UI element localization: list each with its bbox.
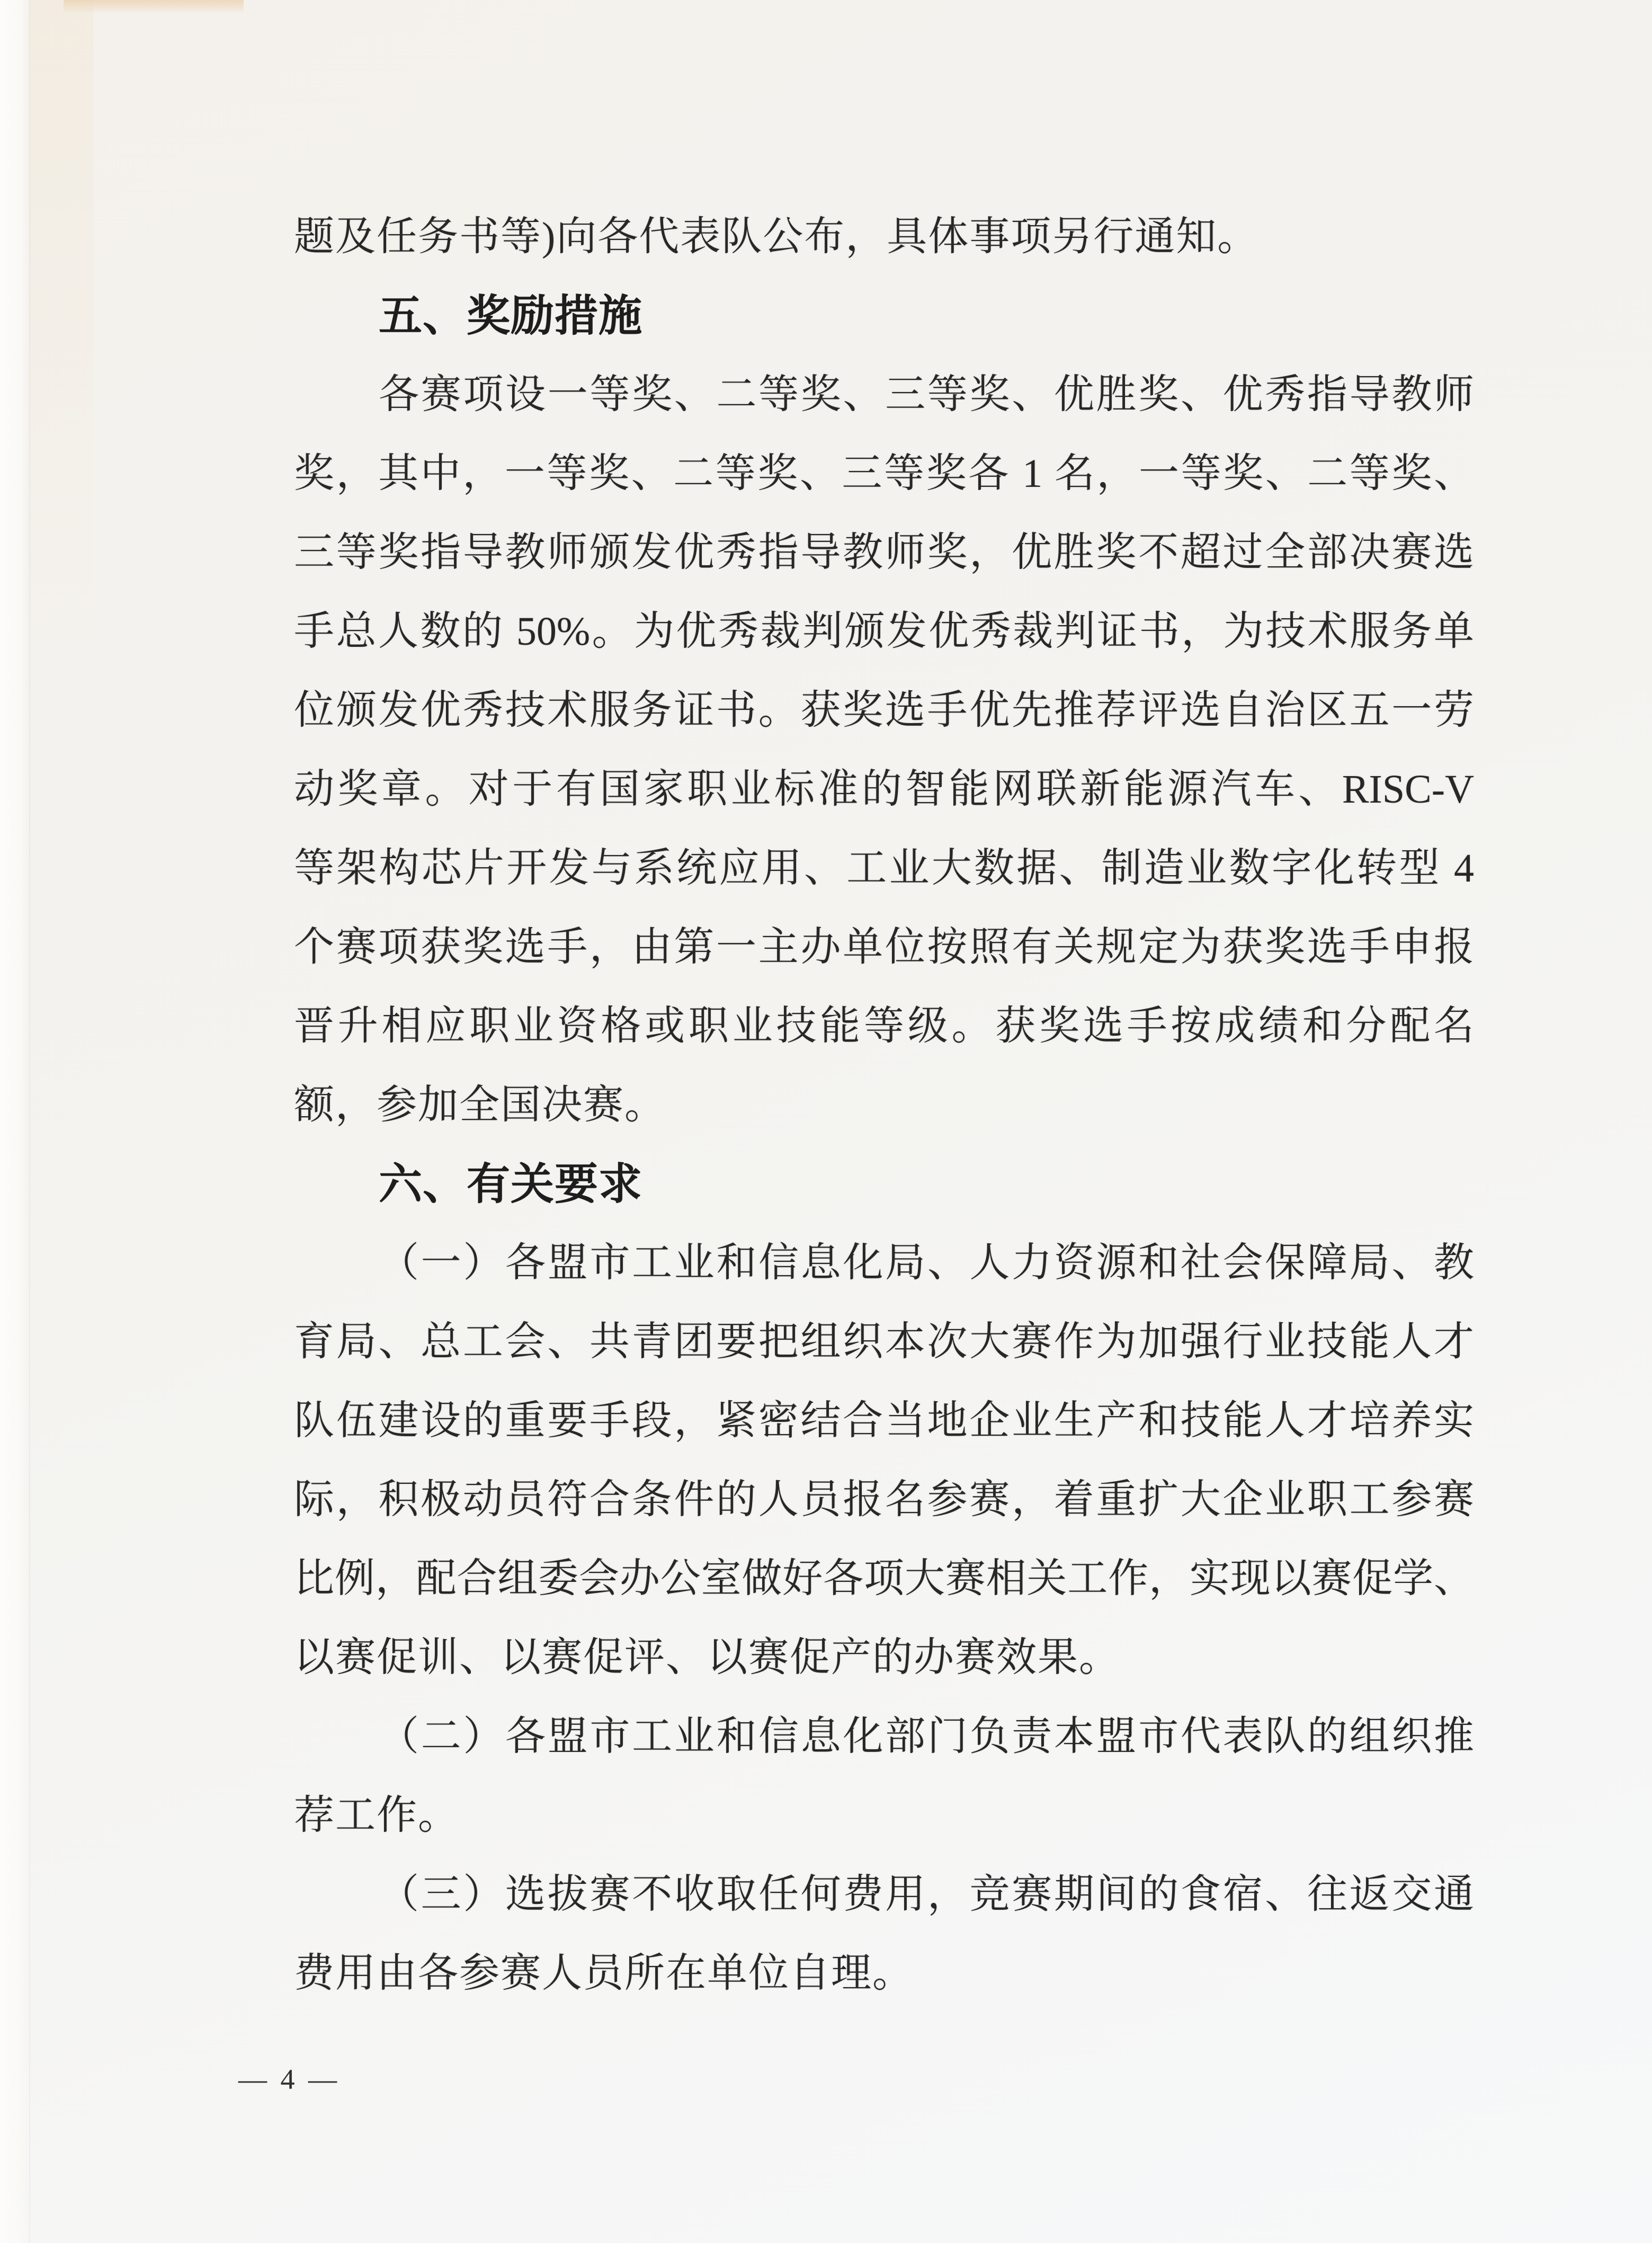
heading-requirements: 六、有关要求 xyxy=(379,1160,643,1208)
text-line: 三等奖指导教师颁发优秀指导教师奖，优胜奖不超过全部决赛选 xyxy=(294,530,1474,575)
scan-left-tint xyxy=(30,0,93,795)
text-line: 奖，其中，一等奖、二等奖、三等奖各 1 名，一等奖、二等奖、 xyxy=(294,451,1474,496)
text-line: 题及任务书等)向各代表队公布，具体事项另行通知。 xyxy=(294,215,1259,259)
text-line: 比例，配合组委会办公室做好各项大赛相关工作，实现以赛促学、 xyxy=(294,1556,1474,1601)
text-line: （二）各盟市工业和信息化部门负责本盟市代表队的组织推 xyxy=(379,1714,1474,1759)
text-line: （三）选拔赛不收取任何费用，竞赛期间的食宿、往返交通 xyxy=(379,1872,1474,1917)
text-line: 荐工作。 xyxy=(294,1793,459,1838)
text-line: 个赛项获奖选手，由第一主办单位按照有关规定为获奖选手申报 xyxy=(294,925,1474,969)
text-line: 以赛促训、以赛促评、以赛促产的办赛效果。 xyxy=(294,1635,1120,1680)
text-line: 队伍建设的重要手段，紧密结合当地企业生产和技能人才培养实 xyxy=(294,1399,1474,1443)
text-line: （一）各盟市工业和信息化局、人力资源和社会保障局、教 xyxy=(379,1241,1474,1285)
text-line: 等架构芯片开发与系统应用、工业大数据、制造业数字化转型 4 xyxy=(294,846,1474,891)
scan-left-edge xyxy=(0,0,29,2243)
document-body xyxy=(294,198,1474,2013)
page-number: — 4 — xyxy=(238,2063,340,2095)
text-line: 费用由各参赛人员所在单位自理。 xyxy=(294,1951,914,1996)
text-line: 际，积极动员符合条件的人员报名参赛，着重扩大企业职工参赛 xyxy=(294,1477,1474,1522)
text-line: 位颁发优秀技术服务证书。获奖选手优先推荐评选自治区五一劳 xyxy=(294,688,1474,733)
text-line: 各赛项设一等奖、二等奖、三等奖、优胜奖、优秀指导教师 xyxy=(379,372,1474,417)
text-line: 晋升相应职业资格或职业技能等级。获奖选手按成绩和分配名 xyxy=(294,1004,1474,1048)
text-line: 育局、总工会、共青团要把组织本次大赛作为加强行业技能人才 xyxy=(294,1320,1474,1364)
heading-rewards: 五、奖励措施 xyxy=(379,292,643,340)
text-line: 动奖章。对于有国家职业标准的智能网联新能源汽车、RISC-V xyxy=(294,767,1474,812)
text-line: 手总人数的 50%。为优秀裁判颁发优秀裁判证书，为技术服务单 xyxy=(294,609,1474,654)
text-line: 额，参加全国决赛。 xyxy=(294,1083,666,1127)
